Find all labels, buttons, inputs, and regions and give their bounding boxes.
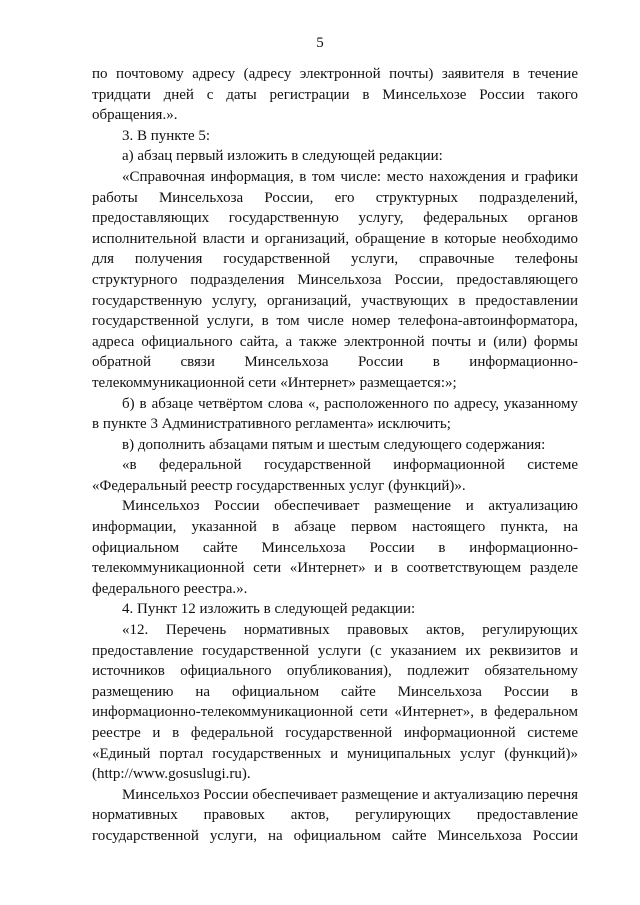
document-body: [92, 64, 578, 847]
paragraph-reference-info: «Справочная информация, в том числе: место нахождения и графики работы Минсельхоза России, его структурных подразделений, предоставляющих государственную услугу, федеральных органов исполнительной власти и организаций, обращение в которые необходимо для получения государственной услуги, справочные телефоны структурного подразделения Минсельхоза России, предоставляющего государственную услугу, организаций, участвующих в предоставлении государственной услуги, в том числе номер телефона-автоинформатора, адреса официального сайта, а также электронной почты и (или) формы обратной связи Минсельхоза России в информационно-телекоммуникационной сети «Интернет» размещается:»;: [92, 168, 578, 391]
paragraph-ministry-list: Минсельхоз России обеспечивает размещение и актуализацию перечня нормативных правовых актов, регулирующих предоставление государственной услуги, на официальном сайте Минсельхоза России: [92, 786, 579, 844]
page-number: 5: [316, 35, 324, 51]
paragraph-federal-register: «в федеральной государственной информационной системе «Федеральный реестр государственных услуг (функций)».: [92, 457, 578, 494]
paragraph-clause-12: «12. Перечень нормативных правовых актов, регулирующих предоставление государственной услуги (с указанием их реквизитов и источников официального опубликования), подлежит обязательному размещению на официальном сайте Минсельхоза России в информационно-телекоммуникационной сети «Интернет», в федеральном реестре и в федеральной государственной информационной системе «Единый портал государственных и муниципальных услуг (функций)» (http://www.gosuslugi.ru).: [92, 622, 578, 783]
paragraph-ministry-publishing: Минсельхоз России обеспечивает размещение и актуализацию информации, указанной в абзаце первом настоящего пункта, на официальном сайте Минсельхоза России в информационно-телекоммуникационной сети «Интернет» и в соответствующем разделе федерального реестра.».: [92, 498, 578, 597]
paragraph-subitem-a: а) абзац первый изложить в следующей редакции:: [122, 148, 443, 165]
paragraph-continuation: по почтовому адресу (адресу электронной почты) заявителя в течение тридцати дней с даты регистрации в Минсельхозе России такого обращения.».: [92, 66, 578, 124]
paragraph-item-3: 3. В пункте 5:: [122, 127, 211, 144]
paragraph-item-4: 4. Пункт 12 изложить в следующей редакции:: [122, 601, 416, 618]
paragraph-subitem-v: в) дополнить абзацами пятым и шестым следующего содержания:: [122, 436, 546, 453]
paragraph-subitem-b: б) в абзаце четвёртом слова «, расположенного по адресу, указанному в пункте 3 Административного регламента» исключить;: [92, 395, 578, 433]
